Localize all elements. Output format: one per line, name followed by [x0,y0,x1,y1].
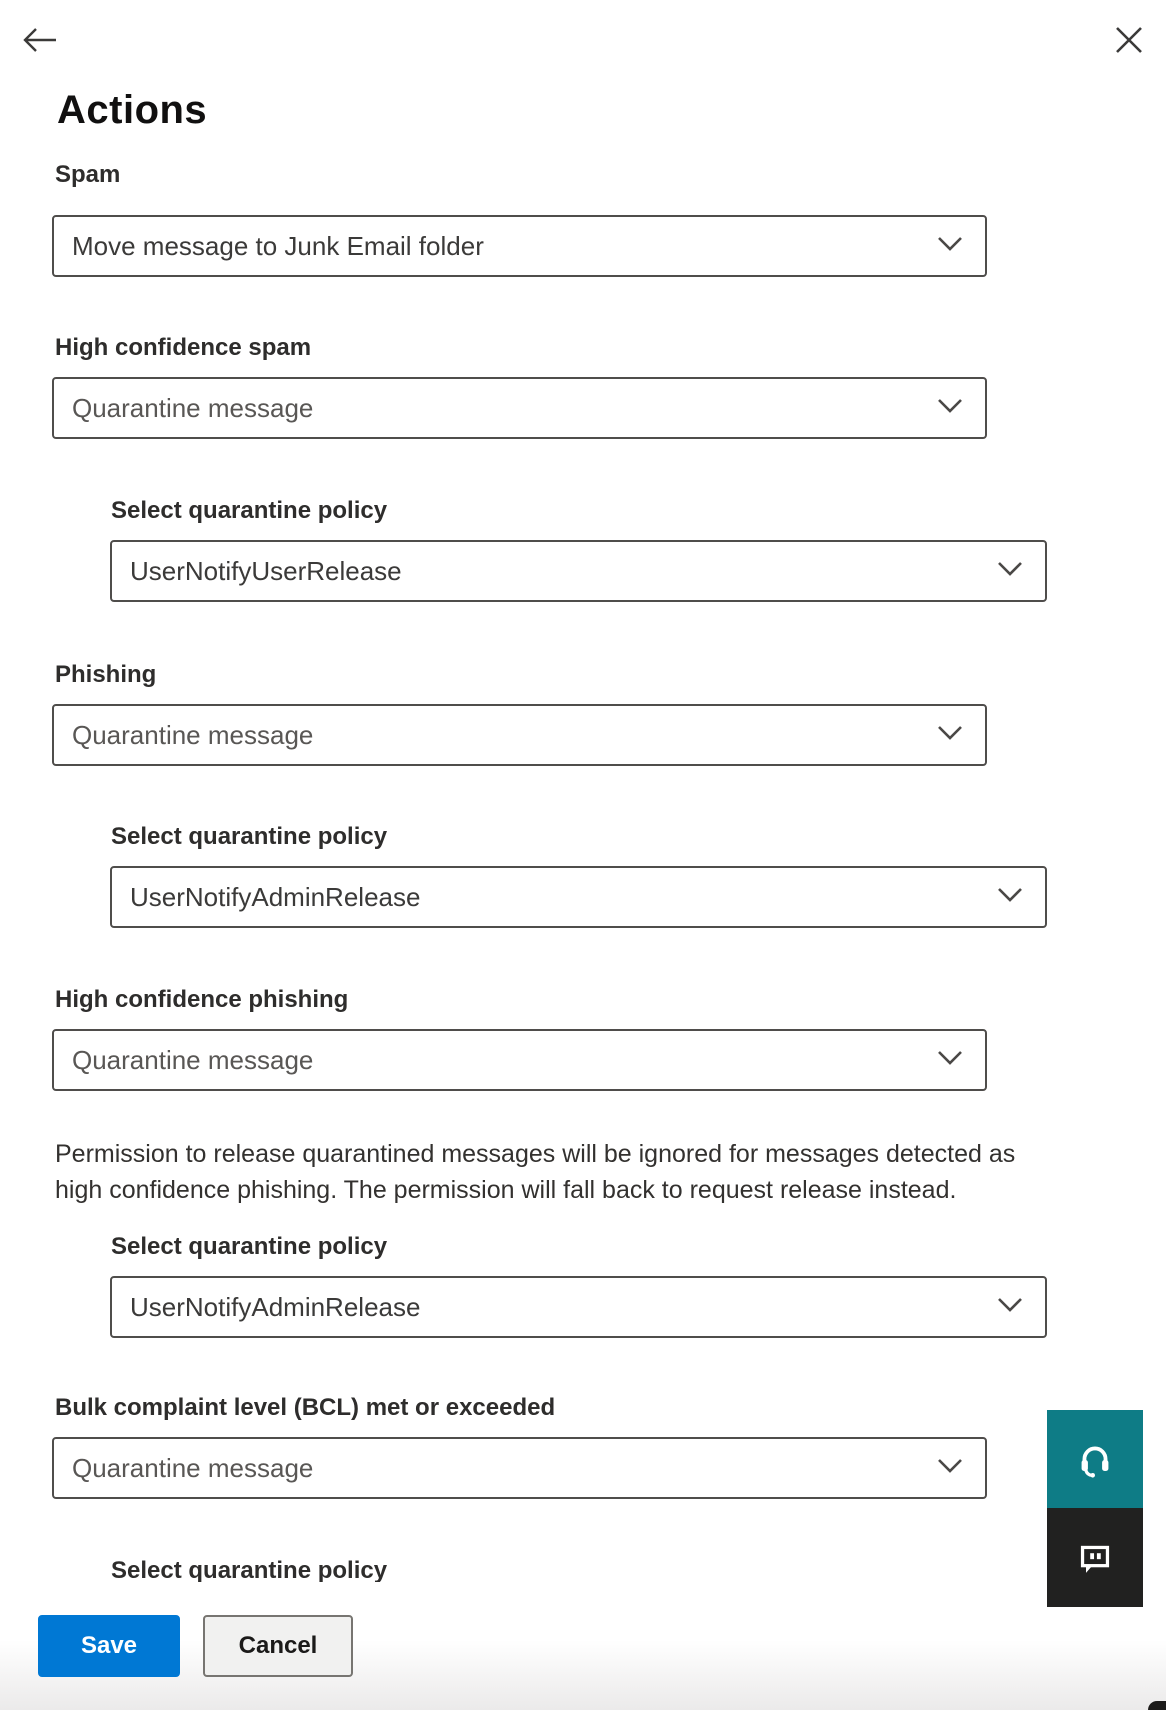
quarantine-policy-dropdown-3[interactable] [110,1276,1047,1338]
back-button[interactable] [22,26,59,54]
corner-artifact [1148,1701,1166,1710]
field-label: Select quarantine policy [111,497,388,524]
cancel-button[interactable]: Cancel [203,1615,353,1677]
spam-action-dropdown[interactable] [52,215,987,277]
field-label: Phishing [55,661,157,688]
field-label: Bulk complaint level (BCL) met or exceeded [55,1394,556,1421]
feedback-button[interactable] [1047,1508,1143,1607]
field-label: Spam [55,161,121,188]
dropdown-value: Move message to Junk Email folder [72,230,484,261]
field-phishing [55,660,314,750]
chevron-down-icon [937,1458,963,1478]
field-spam [55,160,484,261]
quarantine-policy-dropdown-2[interactable] [110,866,1047,928]
field-high-confidence-phishing [55,985,349,1075]
phishing-action-dropdown[interactable] [52,704,987,766]
help-button[interactable] [1047,1410,1143,1508]
chevron-down-icon [937,725,963,745]
chevron-down-icon [937,236,963,256]
feedback-icon [1072,1535,1118,1581]
field-bulk-complaint-level [55,1393,556,1483]
field-select-quarantine-policy-2 [111,822,421,912]
dropdown-value: Quarantine message [72,1044,314,1075]
high-confidence-spam-action-dropdown[interactable] [52,377,987,439]
chevron-down-icon [997,1297,1023,1317]
field-label: Select quarantine policy [111,1233,388,1260]
chevron-down-icon [937,398,963,418]
page-title: Actions [57,88,208,132]
dropdown-value: Quarantine message [72,719,314,750]
field-select-quarantine-policy-1 [111,496,402,586]
dropdown-value: UserNotifyUserRelease [130,555,402,586]
field-label: High confidence spam [55,334,312,361]
headset-icon [1072,1436,1118,1482]
field-label: High confidence phishing [55,986,349,1013]
dropdown-value: UserNotifyAdminRelease [130,1291,421,1322]
field-high-confidence-spam [55,333,314,423]
high-confidence-phishing-action-dropdown[interactable] [52,1029,987,1091]
chevron-down-icon [997,887,1023,907]
close-icon [1114,43,1144,58]
left-arrow-icon [22,42,59,57]
permission-note: Permission to release quarantined messages will be ignored for messages detected as high confidence phishing. The permission will fall back to request release instead. [55,1140,1016,1204]
bcl-action-dropdown[interactable] [52,1437,987,1499]
dropdown-value: UserNotifyAdminRelease [130,881,421,912]
quarantine-policy-dropdown-1[interactable] [110,540,1047,602]
chevron-down-icon [997,561,1023,581]
close-button[interactable] [1114,25,1144,55]
footer [0,1583,1166,1710]
dropdown-value: Quarantine message [72,392,314,423]
field-select-quarantine-policy-3 [111,1232,421,1322]
field-select-quarantine-policy-4 [111,1556,387,1582]
save-button[interactable]: Save [38,1615,180,1677]
field-label: Select quarantine policy [111,823,388,850]
dropdown-value: Quarantine message [72,1452,314,1483]
chevron-down-icon [937,1050,963,1070]
field-label: Select quarantine policy [111,1557,388,1582]
